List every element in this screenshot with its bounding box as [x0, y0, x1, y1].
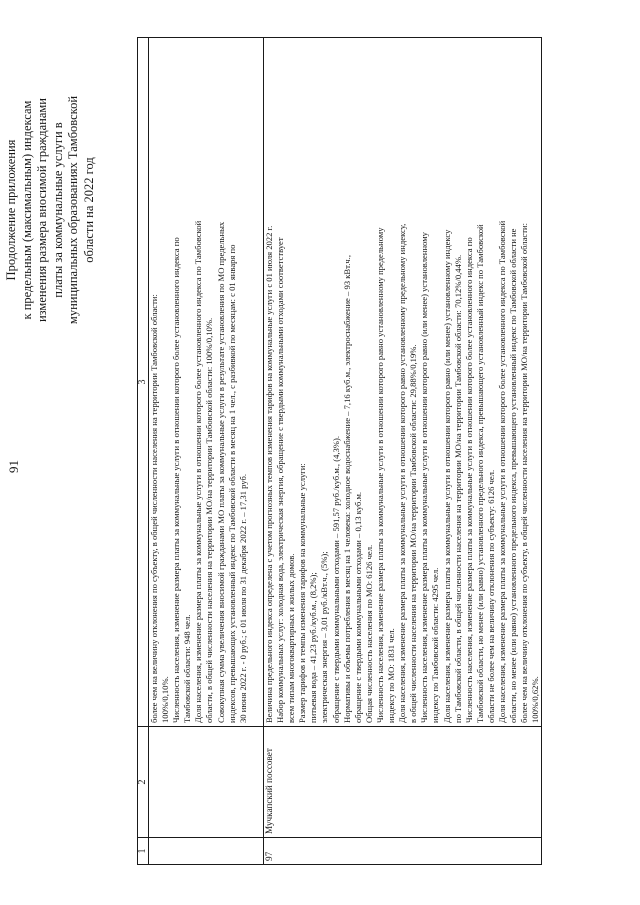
description-line: всем типам многоквартирных и жилых домов.: [286, 553, 297, 723]
description-line: по Тамбовской области, в общей численности населения на территории МО/на территории Тамбовской области: 70,12%/0,44%.: [452, 254, 463, 723]
indices-table: [137, 37, 542, 865]
description-line: обращение с твердыми коммунальными отходами – 0,13 куб.м.: [352, 491, 363, 723]
appendix-heading: [4, 40, 97, 380]
description-line: 30 июня 2022 г. - 0 руб.; с 01 июля по 31 декабря 2022 г. – 17,31 руб.: [237, 473, 248, 723]
description-line: Численность населения, изменение размера платы за коммунальные услуги в отношении которого равно установленному предельному: [374, 227, 385, 723]
row-number: [149, 838, 264, 865]
description-line: индексов, превышающих установленный индекс по Тамбовской области в месяц на 1 чел., с разбивкой по месяцам: с 01 января по: [226, 244, 237, 723]
description-line: более чем на величину отклонения по субъекту, в общей численности населения на территории Тамбовской области:: [149, 294, 159, 723]
heading-line: муниципальных образованиях Тамбовской: [66, 95, 80, 325]
description-line: Общая численность населения по МО: 6126 чел.: [363, 544, 374, 723]
description-line: индексу по МО: 1831 чел.: [386, 628, 397, 723]
description-line: индексу по Тамбовской области: 4295 чел.: [430, 567, 441, 723]
column-header: 3: [138, 38, 149, 727]
description-line: электрическая энергия – 3,01 руб./кВт.ч., (5%);: [319, 551, 330, 723]
description-line: Размер тарифов и темпы изменения тарифов на коммунальные услуги:: [297, 463, 308, 723]
table-row: [149, 38, 264, 865]
municipality-name: Мучкапский поссовет: [264, 727, 542, 838]
description-line: питьевая вода – 41,23 руб./куб.м., (8,2%);: [308, 572, 319, 723]
municipality-name: [149, 727, 264, 838]
page-number: 91: [6, 460, 21, 473]
description-line: 100%/0,62%.: [530, 676, 541, 723]
description-line: области не более чем на величину отклонения по субъекту: 6126 чел.: [485, 469, 496, 723]
description-line: Величина предельного индекса определена с учетом прогнозных темпов изменения тарифов на коммунальные услуги с 01 июля 2022 г.: [264, 225, 274, 723]
description-line: Нормативы и объемы потребления в месяц на 1 человека: холодное водоснабжение – 7,16 куб.м., электроснабжение – 93 кВт.ч.,: [341, 255, 352, 723]
description-line: Набор коммунальных услуг: холодная вода, электрическая энергия, обращение с твердыми коммунальными отходами соответствует: [275, 237, 286, 723]
description-line: области, в общей численности населения на территории МО/на территории Тамбовской области: 100%/0,10%.: [204, 317, 215, 723]
description-line: 100%/0,10%.: [160, 676, 171, 723]
description-line: Численность населения, изменение размера платы за коммунальные услуги в отношении которого более установленного индекса по: [171, 237, 182, 723]
column-header: 1: [138, 838, 149, 865]
description-line: Тамбовской области, но менее (или равно) установленного предельного индекса, превышающего установленный индекс по Тамбовской: [474, 224, 485, 723]
heading-line: Продолжение приложения: [4, 139, 18, 281]
row-number: 97: [264, 838, 542, 865]
description-line: Совокупная сумма увеличения вносимой гражданами МО платы за коммунальные услуги в результате установления по МО предельных: [215, 221, 226, 723]
description-line: Доля населения, изменение размера платы за коммунальные услуги в отношении которого более установленного индекса по Тамбовской: [496, 220, 507, 723]
heading-line: области на 2022 год: [81, 157, 96, 263]
heading-line: платы за коммунальные услуги в: [50, 122, 65, 298]
heading-line: к предельным (максимальным) индексам: [19, 100, 34, 320]
description-line: Численность населения, изменение размера платы за коммунальные услуги в отношении которого равно (или менее) установленному: [419, 232, 430, 723]
description-line: Численность населения, изменение размера платы за коммунальные услуги в отношении которого более установленного индекса по: [463, 237, 474, 723]
row-description: [149, 38, 264, 727]
description-line: в общей численности населения на территории МО/на территории Тамбовской области: 29,88%/0,19%.: [408, 344, 419, 723]
table-header-row: [138, 38, 149, 865]
description-line: Доля населения, изменение размера платы за коммунальные услуги в отношении которого равно (или менее) установленному индексу: [441, 229, 452, 723]
row-description: [264, 38, 542, 727]
description-line: более чем на величину отклонения по субъекту, в общей численности населения на территории МО/на территории Тамбовской области:: [519, 223, 530, 723]
description-line: Доля населения, изменение размера платы за коммунальные услуги в отношении которого более установленного индекса по Тамбовской: [193, 220, 204, 723]
heading-line: изменения размера вносимой гражданами: [35, 98, 49, 323]
description-line: Доля населения, изменение размера платы за коммунальные услуги в отношении которого равно установленному предельному индексу,: [397, 223, 408, 723]
description-line: обращение с твердыми коммунальными отходами – 591,57 руб./куб.м., (4,3%).: [330, 436, 341, 723]
description-line: области, но менее (или равно) установленного предельного индекса, превышающего установленный индекс по Тамбовской области не: [508, 228, 519, 723]
column-header: 2: [138, 727, 149, 838]
description-line: Тамбовской области: 948 чел.: [182, 614, 193, 723]
table-row: [264, 38, 542, 865]
